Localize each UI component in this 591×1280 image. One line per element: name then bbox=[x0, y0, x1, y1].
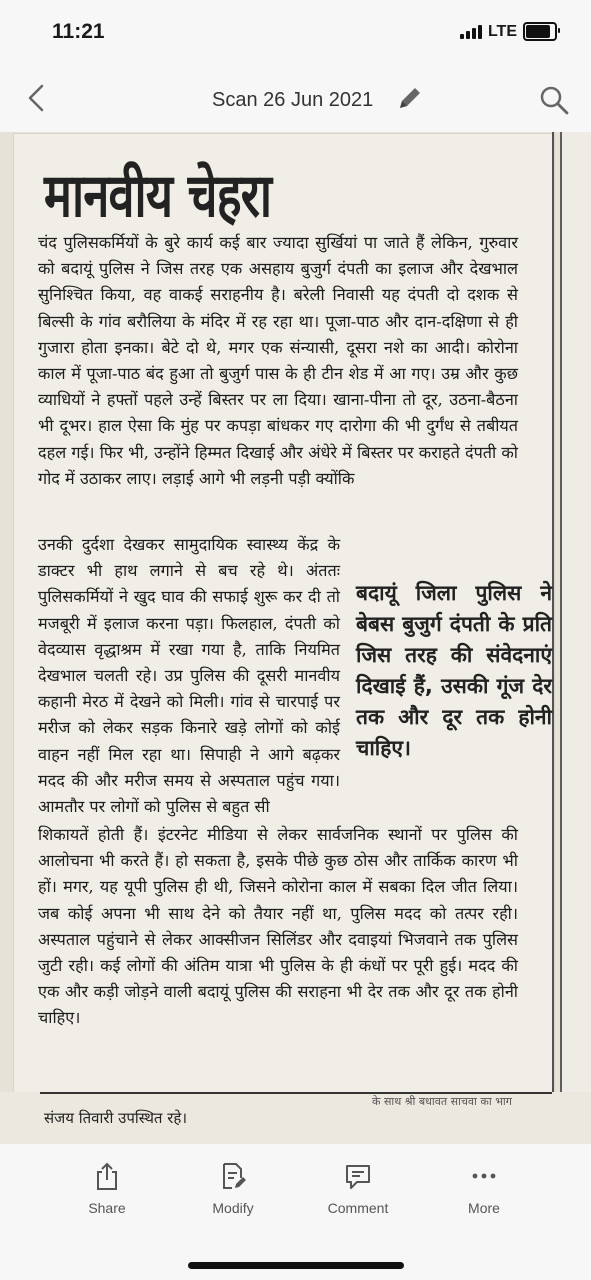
modify-button[interactable] bbox=[178, 1160, 288, 1216]
more-button[interactable] bbox=[429, 1160, 539, 1216]
share-icon bbox=[92, 1160, 122, 1192]
page-edge bbox=[560, 132, 591, 1144]
signal-icon bbox=[460, 25, 482, 39]
modify-icon bbox=[218, 1160, 248, 1192]
chevron-left-icon[interactable] bbox=[22, 80, 54, 116]
article-paragraph-1: चंद पुलिसकर्मियों के बुरे कार्य कई बार ज्यादा सुर्खियां पा जाते हैं लेकिन, गुरुवार को बदायूं पुलिस ने जिस तरह एक असहाय बुजुर्ग दंपती का इलाज और देखभाल सुनिश्चित किया, वह वाकई सराहनीय है। बरेली निवासी यह दंपती दो दशक से बिल्सी के गांव बरौलिया के मंदिर में रह रहा था। पूजा-पाठ और दान-दक्षिणा से ही गुजारा होता इनका। बेटे दो थे, मगर एक संन्यासी, दूसरा नशे का आदी। कोरोना काल में पूजा-पाठ बंद हुआ तो बुजुर्ग पास के ही टीन शेड में आ गए। उम्र और कुछ व्याधियों ने हफ्तों पहले उन्हें बिस्तर पर ला दिया। खाना-पीना तो दूर, उठना-बैठना भी दूभर। हाल ऐसा कि मुंह पर कपड़ा बांधकर गए दारोगा की भी दुर्गंध से तबीयत दहल गई। फिर भी, उन्होंने हिम्मत दिखाई और अंधेरे में बिस्तर पर कराहते दंपती को गोद में उठाकर लाए। लड़ाई आगे भी लड़नी पड़ी क्योंकि bbox=[38, 233, 518, 488]
modify-label: Modify bbox=[212, 1200, 254, 1216]
share-label: Share bbox=[88, 1200, 126, 1216]
scanned-document[interactable] bbox=[0, 132, 591, 1144]
status-time: 11:21 bbox=[52, 20, 105, 43]
home-indicator[interactable] bbox=[188, 1262, 404, 1269]
status-indicators bbox=[460, 22, 557, 41]
footer-text: संजय तिवारी उपस्थित रहे। bbox=[44, 1109, 188, 1127]
bottom-toolbar bbox=[0, 1144, 591, 1280]
more-label: More bbox=[468, 1200, 500, 1216]
pencil-icon[interactable] bbox=[396, 84, 424, 112]
column-divider bbox=[552, 132, 554, 1092]
article-paragraph-3: शिकायतें होती हैं। इंटरनेट मीडिया से लेकर सार्वजनिक स्थानों पर पुलिस की आलोचना भी करते हैं। हो सकता है, इसके पीछे कुछ ठोस और तार्किक कारण भी हों। मगर, यह यूपी पुलिस ही थी, जिसने कोरोना काल में सबका दिल जीत लिया। जब कोई अपना भी साथ देने को तैयार नहीं था, पुलिस मदद को तत्पर रही। अस्पताल पहुंचाने से लेकर आक्सीजन सिलिंडर और दवाइयां भिजवाने तक पुलिस जुटी रही। कई लोगों की अंतिम यात्रा भी पुलिस के ही कंधों पर पूरी हुई। मदद की एक और कड़ी जोड़ने वाली बदायूं पुलिस की सराहना भी देर तक और दूर तक होनी चाहिए। bbox=[38, 825, 518, 1028]
article-paragraph-2: उनकी दुर्दशा देखकर सामुदायिक स्वास्थ्य केंद्र के डाक्टर भी हाथ लगाने से बच रहे थे। अंततः पुलिसकर्मियों ने खुद घाव की सफाई शुरू कर दी तो मजबूरी में इलाज करना पड़ा। फिलहाल, दंपती को वेदव्यास वृद्धाश्रम में रखा गया है, ताकि नियमित देखभाल चलती रहे। उप्र पुलिस की दूसरी मानवीय कहानी मेरठ में देखने को मिली। गांव से चारपाई पर मरीज को लेकर सड़क किनारे खड़े लोगों को कोई वाहन नहीं मिल रहा था। सिपाही ने आगे बढ़कर मदद की और मरीज समय से अस्पताल पहुंच गया। आमतौर पर लोगों को पुलिस से बहुत सी bbox=[38, 535, 340, 817]
network-label: LTE bbox=[487, 22, 517, 40]
battery-icon bbox=[523, 22, 557, 41]
search-icon[interactable] bbox=[538, 84, 570, 116]
nav-bar bbox=[0, 64, 591, 132]
document-title: Scan 26 Jun 2021 bbox=[212, 89, 374, 111]
status-bar bbox=[0, 0, 591, 64]
share-button[interactable] bbox=[52, 1160, 162, 1216]
clipping-footer bbox=[0, 1092, 591, 1144]
comment-label: Comment bbox=[327, 1200, 389, 1216]
footer-right-text: के साथ श्री बधावत साचवा का भाग bbox=[372, 1095, 512, 1108]
more-icon bbox=[469, 1160, 499, 1192]
comment-button[interactable] bbox=[303, 1160, 413, 1216]
article-headline: मानवीय चेहरा bbox=[44, 161, 272, 231]
pull-quote: बदायूं जिला पुलिस ने बेबस बुजुर्ग दंपती के प्रति जिस तरह की संवेदनाएं दिखाई हैं, उसकी गूंज देर तक और दूर तक होनी चाहिए। bbox=[356, 581, 552, 760]
comment-icon bbox=[343, 1160, 373, 1192]
